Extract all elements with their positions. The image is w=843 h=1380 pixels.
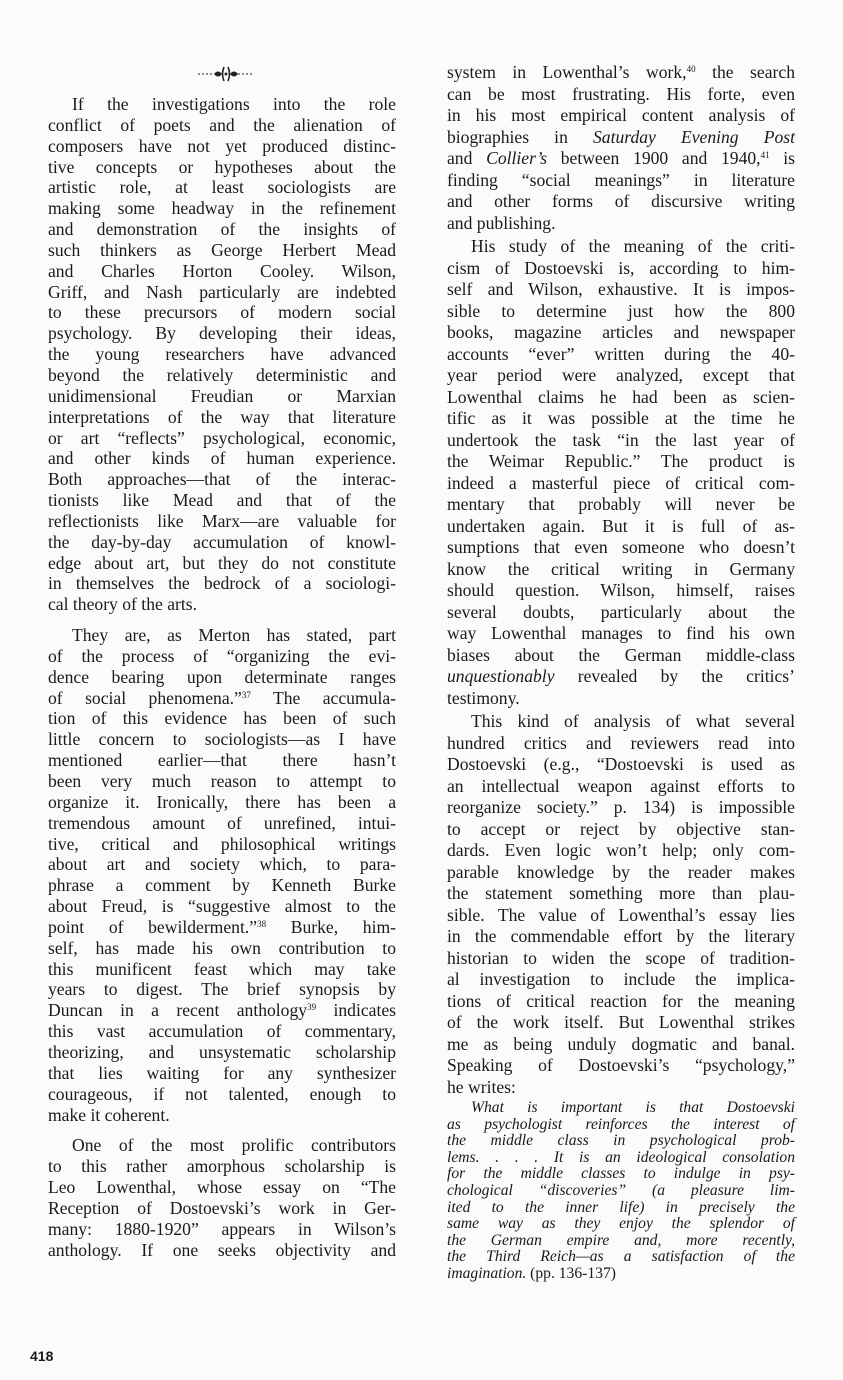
text: composers have not yet produced distinc- [48, 135, 396, 156]
text-line [447, 430, 795, 452]
text: me as being unduly dogmatic and banal. [447, 1033, 795, 1054]
text: The accumula- [250, 687, 397, 708]
text: self, has made his own contribution to [48, 937, 396, 958]
italic-text: lems. . . . It is an ideological consolation [447, 1148, 795, 1166]
text: self and Wilson, exhaustive. It is impos- [447, 279, 795, 299]
text: about art and society which, to para- [48, 854, 396, 875]
text: several doubts, particularly about the [447, 601, 795, 622]
text: that lies waiting for any synthesizer [48, 1062, 396, 1083]
text-line [447, 1055, 795, 1077]
text-line [48, 959, 396, 980]
text: conflict of poets and the alienation of [48, 114, 396, 135]
text: sible. The value of Lowenthal’s essay lies [447, 904, 795, 925]
text-line [48, 834, 396, 855]
text: this munificent feast which may take [48, 958, 396, 979]
section-ornament-icon [196, 64, 256, 84]
text-line [447, 1166, 795, 1183]
text: tremendous amount of unrefined, intui- [48, 812, 396, 833]
text-line [48, 1084, 396, 1105]
text-line [447, 494, 795, 516]
text-line [48, 1219, 396, 1240]
text-line [48, 771, 396, 792]
text-line [48, 261, 396, 282]
text: in his most empirical content analysis of [447, 105, 795, 125]
text-line [447, 969, 795, 991]
text: of the process of “organizing the evi- [48, 645, 396, 666]
text-line [48, 302, 396, 323]
text-line [447, 1216, 795, 1233]
italic-text: unquestionably [447, 666, 555, 686]
text-line [48, 1177, 396, 1198]
text-line [447, 387, 795, 409]
text: such thinkers as George Herbert Mead [48, 239, 396, 260]
italic-text: Saturday Evening Post [592, 126, 795, 147]
text: Lowenthal claims he had been as scien- [447, 386, 795, 407]
text-line [447, 537, 795, 559]
block-quote [447, 1100, 795, 1283]
text: to these precursors of modern social [48, 302, 396, 323]
text-line [447, 1249, 795, 1266]
text-line [48, 667, 396, 688]
paragraph [48, 625, 396, 1125]
text: parable knowledge by the reader makes [447, 861, 795, 882]
text: sible to determine just how the 800 [447, 300, 795, 321]
text: indicates [316, 1000, 396, 1021]
text-line [48, 177, 396, 198]
text-line [48, 1063, 396, 1084]
text: indeed a masterful piece of critical com- [447, 472, 795, 493]
text: hundred critics and reviewers read into [447, 732, 795, 753]
text: tific as it was possible at the time he [447, 408, 795, 428]
text-line [48, 729, 396, 750]
text-line [447, 258, 795, 280]
text-line [447, 948, 795, 970]
text-line [447, 322, 795, 344]
text-line [447, 191, 795, 213]
text: little concern to sociologists—as I have [48, 729, 396, 750]
text: testimony. [447, 687, 520, 708]
text-line [48, 115, 396, 136]
text: sumptions that even someone who doesn’t [447, 537, 795, 557]
text-line [447, 213, 795, 235]
italic-text: Collier’s [486, 148, 548, 168]
text: to accept or reject by objective stan- [447, 818, 795, 839]
text: to this rather amorphous scholarship is [48, 1156, 396, 1177]
text-line [447, 62, 795, 84]
text-line [447, 754, 795, 776]
text: and Charles Horton Cooley. Wilson, [48, 260, 396, 281]
text-line [48, 323, 396, 344]
text-line [447, 926, 795, 948]
text-line [447, 408, 795, 430]
text: mentioned earlier—that there hasn’t [48, 750, 396, 771]
text-line [48, 708, 396, 729]
text-line [447, 559, 795, 581]
text-line [48, 854, 396, 875]
text: His study of the meaning of the criti- [471, 236, 795, 256]
text: theorizing, and unsystematic scholarship [48, 1041, 396, 1062]
text-line [48, 1198, 396, 1219]
text: Griff, and Nash particularly are indebted [48, 281, 396, 302]
text: Both approaches—that of the interac- [48, 469, 396, 490]
text-line [48, 157, 396, 178]
text-line [48, 938, 396, 959]
text: the young researchers have advanced [48, 344, 396, 365]
text-line [48, 875, 396, 896]
text-line [48, 1105, 396, 1126]
text-line [48, 1156, 396, 1177]
text-line [48, 917, 396, 938]
text-line [48, 1240, 396, 1261]
text: Duncan in a recent anthology [48, 1000, 308, 1021]
text: years to digest. The brief synopsis by [48, 979, 396, 1000]
text-line [447, 236, 795, 258]
text: should question. Wilson, himself, raises [447, 580, 795, 600]
text: Reception of Dostoevski’s work in Ger- [48, 1197, 396, 1218]
text: phrase a comment by Kenneth Burke [48, 875, 396, 896]
text: the Weimar Republic.” The product is [447, 451, 795, 471]
text: Speaking of Dostoevski’s “psychology,” [447, 1055, 795, 1075]
text: revealed by the critics’ [554, 666, 795, 686]
text: One of the most prolific contributors [72, 1135, 396, 1156]
text: tion of this evidence has been of such [48, 708, 396, 729]
text: Dostoevski (e.g., “Dostoevski is used as [447, 754, 795, 774]
text: the search [695, 62, 795, 82]
text-line [447, 1150, 795, 1167]
text: and publishing. [447, 212, 556, 233]
text: been very much reason to attempt to [48, 771, 396, 791]
text-line [447, 1012, 795, 1034]
text-line [447, 170, 795, 192]
text-line [447, 991, 795, 1013]
text-line [48, 792, 396, 813]
text-line [48, 511, 396, 532]
text: al investigation to include the implica- [447, 969, 795, 989]
text-line [447, 148, 795, 170]
text-line [447, 105, 795, 127]
text-line [48, 1000, 396, 1021]
text: many: 1880-1920” appears in Wilson’s [48, 1218, 396, 1239]
text: historian to widen the scope of tradition- [447, 947, 795, 968]
text-line [447, 1183, 795, 1200]
text: beyond the relatively deterministic and [48, 364, 396, 385]
text-line [48, 813, 396, 834]
text-line [48, 282, 396, 303]
text-line [48, 198, 396, 219]
left-column [48, 94, 396, 1260]
text: making some headway in the refinement [48, 198, 396, 219]
text-line [447, 365, 795, 387]
text-line [48, 553, 396, 574]
text: accounts “ever” written during the 40- [447, 343, 795, 364]
text-line [48, 573, 396, 594]
italic-text: ited to the inner life) in precisely the [447, 1198, 795, 1216]
text: system in Lowenthal’s work, [447, 62, 687, 82]
text-line [48, 365, 396, 386]
text: between 1900 and 1940, [547, 148, 761, 168]
text-line [447, 344, 795, 366]
text-line [48, 240, 396, 261]
italic-text: imagination. [447, 1264, 527, 1282]
text: way Lowenthal manages to find his own [447, 623, 795, 643]
text: artistic role, at least sociologists are [48, 177, 396, 198]
text: year period were analyzed, except that [447, 365, 795, 385]
text: anthology. If one seeks objectivity and [48, 1239, 396, 1260]
text-line [447, 451, 795, 473]
italic-text: What is important is that Dostoevski [471, 1099, 795, 1116]
text-line [447, 711, 795, 733]
text-line [447, 1117, 795, 1134]
text-line [447, 580, 795, 602]
text: of the work itself. But Lowenthal strikes [447, 1012, 795, 1032]
footnote-ref: 39 [307, 1002, 317, 1013]
text: tionists like Mead and that of the [48, 490, 396, 511]
paragraph [447, 236, 795, 709]
text-line [447, 1034, 795, 1056]
text-line [447, 688, 795, 710]
text: If the investigations into the role [72, 94, 396, 114]
italic-text: as psychologist reinforces the interest of [447, 1115, 795, 1133]
footnote-ref: 38 [257, 918, 267, 929]
text-line [48, 532, 396, 553]
paragraph [447, 711, 795, 1098]
text: unidimensional Freudian or Marxian [48, 385, 396, 406]
text-line [48, 469, 396, 490]
text: This kind of analysis of what several [471, 711, 795, 731]
text-line [447, 883, 795, 905]
text: reflectionists like Marx—are valuable for [48, 510, 396, 531]
text: They are, as Merton has stated, part [72, 625, 396, 646]
text: mentary that probably will never be [447, 494, 795, 514]
text: know the critical writing in Germany [447, 558, 795, 579]
text: and [447, 148, 487, 168]
text: in themselves the bedrock of a sociologi- [48, 573, 396, 594]
text-line [48, 1021, 396, 1042]
text-line [447, 1133, 795, 1150]
italic-text: the Third Reich—as a satisfaction of the [447, 1248, 795, 1266]
italic-text: chological “discoveries” (a pleasure lim- [447, 1181, 795, 1199]
text-line [447, 602, 795, 624]
page-number: 418 [30, 1348, 54, 1364]
text: biographies in [447, 126, 593, 147]
text: and other forms of discursive writing [447, 191, 795, 211]
footnote-ref: 37 [241, 689, 251, 700]
text: reorganize society.” p. 134) is impossible [447, 797, 795, 817]
paragraph [48, 94, 396, 615]
text: undertook the task “in the last year of [447, 429, 795, 450]
text-line [447, 473, 795, 495]
text-line [48, 448, 396, 469]
text-line [48, 750, 396, 771]
italic-text: the German empire and, more recently, [447, 1231, 795, 1249]
text: this vast accumulation of commentary, [48, 1021, 396, 1042]
text: tive, critical and philosophical writings [48, 833, 396, 854]
text: he writes: [447, 1076, 516, 1097]
text-line [447, 301, 795, 323]
text-line [48, 386, 396, 407]
text: cal theory of the arts. [48, 594, 197, 615]
text: dence bearing upon determinate ranges [48, 666, 396, 687]
text: make it coherent. [48, 1104, 170, 1125]
text: interpretations of the way that literature [48, 406, 396, 427]
text: courageous, if not talented, enough to [48, 1083, 396, 1104]
text: in the commendable effort by the literary [447, 926, 795, 946]
text-line [447, 1200, 795, 1217]
text-line [447, 666, 795, 688]
text-line [447, 797, 795, 819]
text-line [48, 688, 396, 709]
text: tions of critical reaction for the meaning [447, 990, 795, 1011]
text-line [48, 1042, 396, 1063]
text: about Freud, is “suggestive almost to the [48, 896, 396, 917]
text-line [447, 1233, 795, 1250]
paragraph [447, 62, 795, 234]
italic-text: the middle class in psychological prob- [447, 1132, 795, 1150]
text-line [447, 516, 795, 538]
text-line [48, 219, 396, 240]
text: of social phenomena.” [48, 687, 242, 708]
text: an intellectual weapon against efforts to [447, 775, 795, 796]
text-line [447, 862, 795, 884]
text: tive concepts or hypotheses about the [48, 156, 396, 177]
text-line [447, 733, 795, 755]
text-line [48, 490, 396, 511]
text: and demonstration of the insights of [48, 219, 396, 240]
text: psychology. By developing their ideas, [48, 323, 396, 344]
text-line [447, 645, 795, 667]
text-line [48, 979, 396, 1000]
text-line [48, 428, 396, 449]
text-line [48, 594, 396, 615]
text-line [447, 819, 795, 841]
text: the day-by-day accumulation of knowl- [48, 531, 396, 552]
text: undertaken again. But it is full of as- [447, 515, 795, 536]
italic-text: same way as they enjoy the splendor of [447, 1215, 795, 1233]
paragraph [48, 1135, 396, 1260]
text-line [48, 625, 396, 646]
text: (pp. 136-137) [526, 1264, 616, 1282]
text-line [447, 623, 795, 645]
text-line [48, 407, 396, 428]
text-line [447, 1100, 795, 1117]
text: or art “reflects” psychological, economic, [48, 427, 396, 448]
text-line [447, 840, 795, 862]
text-line [447, 84, 795, 106]
text-line [447, 905, 795, 927]
text-line [48, 94, 396, 115]
text: organize it. Ironically, there has been a [48, 791, 396, 812]
text: cism of Dostoevski is, according to him- [447, 257, 795, 278]
italic-text: for the middle classes to indulge in psy- [447, 1165, 795, 1183]
text-line [447, 127, 795, 149]
text: can be most frustrating. His forte, even [447, 83, 795, 104]
text-line [48, 896, 396, 917]
text: books, magazine articles and newspaper [447, 322, 795, 342]
right-column [447, 62, 795, 1283]
text: Burke, him- [266, 916, 397, 937]
footnote-ref: 41 [760, 150, 770, 160]
footnote-ref: 40 [686, 64, 696, 74]
text: edge about art, but they do not constitute [48, 552, 396, 573]
text: finding “social meanings” in literature [447, 169, 795, 190]
text-line [48, 646, 396, 667]
text: the statement something more than plau- [447, 883, 795, 903]
text-line [447, 279, 795, 301]
text-line [447, 1266, 795, 1283]
text: Leo Lowenthal, whose essay on “The [48, 1177, 396, 1198]
text-line [48, 344, 396, 365]
text-line [48, 136, 396, 157]
text: point of bewilderment.” [48, 916, 258, 937]
text-line [48, 1135, 396, 1156]
text: biases about the German middle-class [447, 644, 795, 665]
text: and other kinds of human experience. [48, 448, 396, 469]
text-line [447, 776, 795, 798]
text: dards. Even logic won’t help; only com- [447, 840, 795, 860]
text: is [769, 148, 795, 168]
text-line [447, 1077, 795, 1099]
